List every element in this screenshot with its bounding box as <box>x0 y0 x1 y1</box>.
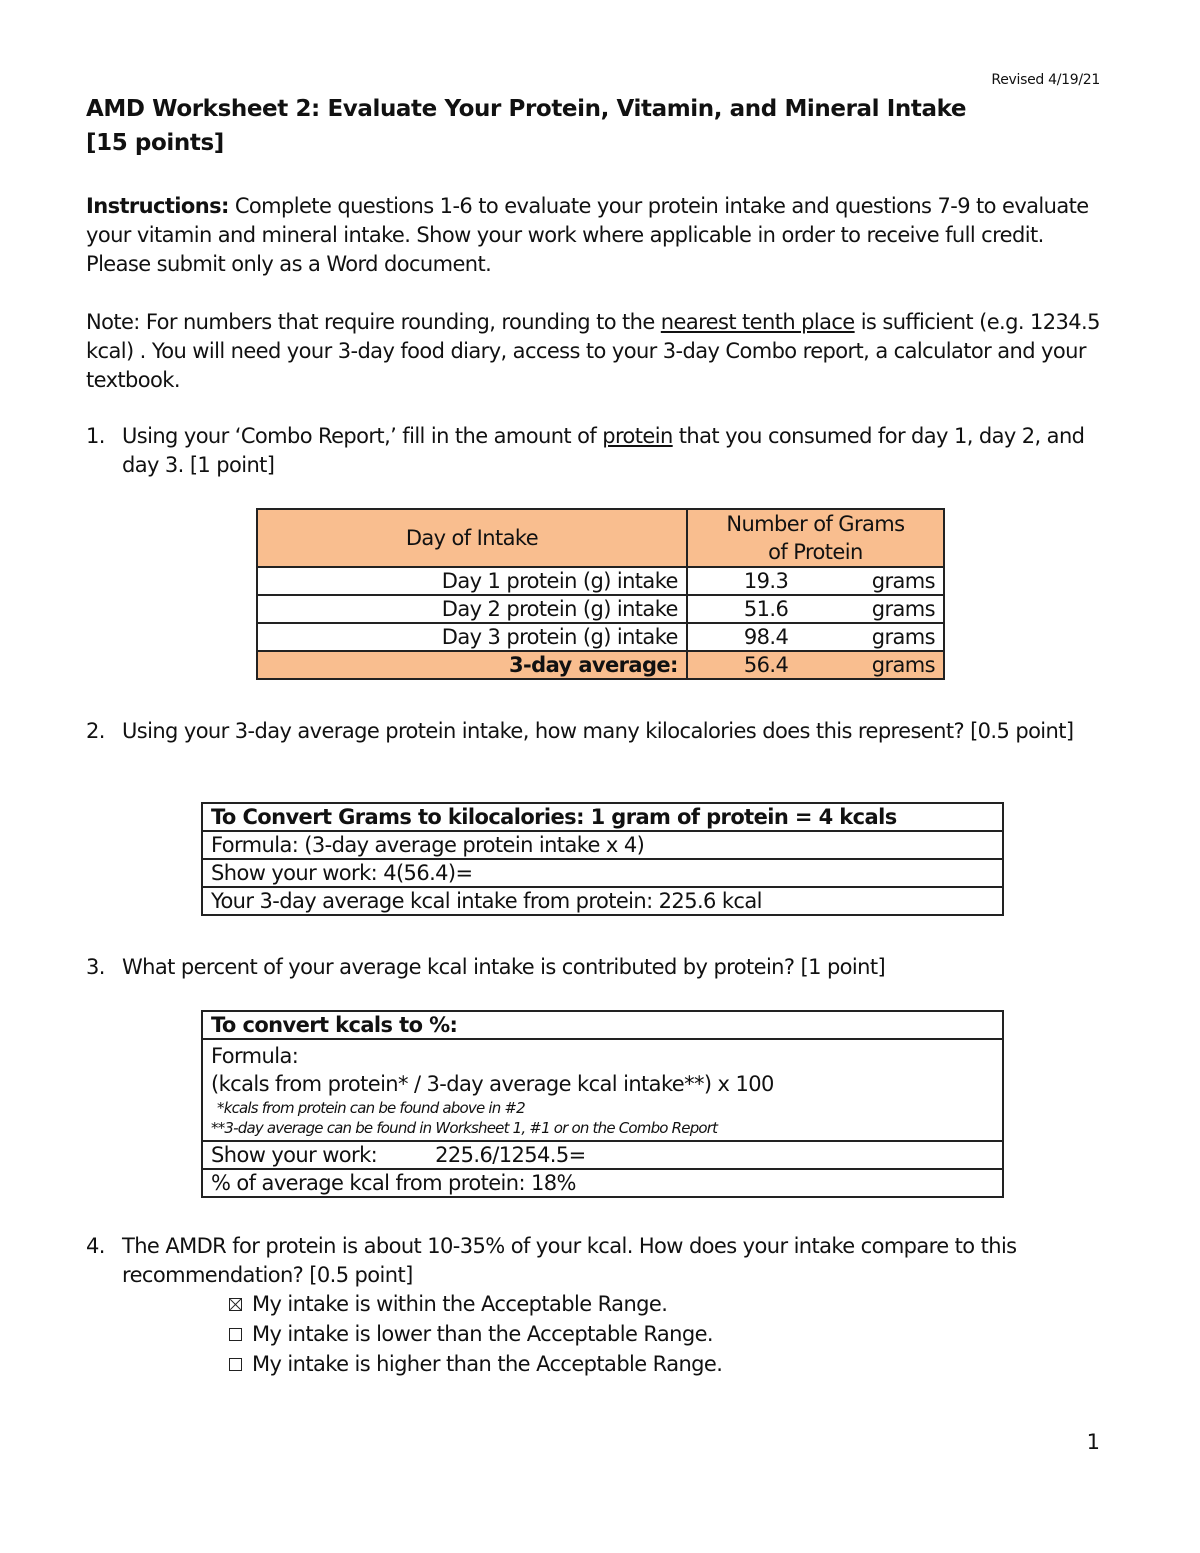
amdr-options <box>229 1289 722 1379</box>
option-label: My intake is higher than the Acceptable Range. <box>252 1352 723 1376</box>
row-label: Day 1 protein (g) intake <box>257 567 687 595</box>
question-text: Using your 3-day average protein intake, how many kilocalories does this represent? [0.5 point] <box>122 719 1074 743</box>
option-lower-range[interactable] <box>229 1319 722 1349</box>
kcal-conversion-box <box>201 802 1004 916</box>
instructions-text: Complete questions 1-6 to evaluate your protein intake and questions 7-9 to evaluate your vitamin and mineral intake. Show your work where applicable in order to receive full credit. Please submit only as a Word document. <box>86 194 1089 276</box>
option-label: My intake is within the Acceptable Range. <box>252 1292 668 1316</box>
work-field[interactable] <box>202 1141 1003 1169</box>
table-header-row <box>257 509 944 567</box>
average-value: 56.4 <box>743 653 789 677</box>
table-row <box>257 623 944 651</box>
average-label: 3-day average: <box>257 651 687 679</box>
work-value: 225.6/1254.5= <box>435 1143 586 1167</box>
percent-formula-cell <box>202 1039 1003 1141</box>
question-4 <box>86 1232 1106 1290</box>
note-paragraph <box>86 308 1106 395</box>
page-number: 1 <box>1086 1430 1100 1454</box>
row-label: Day 2 protein (g) intake <box>257 595 687 623</box>
row-unit: grams <box>871 625 935 649</box>
question-text: The AMDR for protein is about 10-35% of your kcal. How does your intake compare to this recommendation? [0.5 point] <box>122 1234 1017 1287</box>
protein-intake-table <box>256 508 945 680</box>
header-grams-line1: Number of Grams <box>726 512 905 536</box>
question-2 <box>86 717 1106 746</box>
work-field[interactable]: Show your work: 4(56.4)= <box>202 859 1003 887</box>
option-label: My intake is lower than the Acceptable Range. <box>252 1322 713 1346</box>
average-value-cell[interactable] <box>687 651 944 679</box>
question-number: 2. <box>86 719 105 743</box>
question-1 <box>86 422 1106 480</box>
footnote-2: **3-day average can be found in Worksheet 1, #1 or on the Combo Report <box>211 1119 718 1137</box>
q1-underlined: protein <box>602 424 673 448</box>
question-text: What percent of your average kcal intake is contributed by protein? [1 point] <box>122 955 886 979</box>
option-within-range[interactable] <box>229 1289 722 1319</box>
title-line-1: AMD Worksheet 2: Evaluate Your Protein, Vitamin, and Mineral Intake <box>86 96 967 122</box>
checkbox-empty-icon[interactable] <box>229 1358 242 1371</box>
row-unit: grams <box>871 597 935 621</box>
row-value: 98.4 <box>743 625 789 649</box>
row-label: Day 3 protein (g) intake <box>257 623 687 651</box>
row-value-cell[interactable] <box>687 567 944 595</box>
q1-text-after: that you consumed for day 1, day 2, and day 3. [1 point] <box>122 424 1085 477</box>
formula-label: Formula: <box>211 1044 299 1068</box>
revised-date: Revised 4/19/21 <box>991 72 1100 88</box>
note-underlined: nearest tenth place <box>660 310 855 334</box>
q1-text-before: Using your ‘Combo Report,’ fill in the amount of <box>122 424 603 448</box>
question-text <box>122 422 1106 480</box>
table-average-row <box>257 651 944 679</box>
table-row <box>257 595 944 623</box>
instructions-paragraph <box>86 192 1106 279</box>
note-text-after: is sufficient (e.g. 1234.5 kcal) . You will need your 3-day food diary, access to your 3-day Combo report, a calculator and your textbook. <box>86 310 1100 392</box>
average-unit: grams <box>871 653 935 677</box>
row-value-cell[interactable] <box>687 623 944 651</box>
header-grams-line2: of Protein <box>768 540 863 564</box>
header-day-of-intake: Day of Intake <box>257 509 687 567</box>
instructions-label: Instructions: <box>86 194 229 218</box>
checkbox-checked-icon[interactable] <box>229 1298 242 1311</box>
question-3 <box>86 953 1106 982</box>
conversion-formula: Formula: (3-day average protein intake x 4) <box>202 831 1003 859</box>
page-title <box>86 92 1116 160</box>
percent-conversion-box <box>201 1010 1004 1198</box>
question-number: 1. <box>86 424 105 448</box>
question-number: 4. <box>86 1234 105 1258</box>
row-value-cell[interactable] <box>687 595 944 623</box>
title-line-2: [15 points] <box>86 130 224 156</box>
option-higher-range[interactable] <box>229 1349 722 1379</box>
result-field[interactable]: % of average kcal from protein: 18% <box>202 1169 1003 1197</box>
formula-text: (kcals from protein* / 3-day average kcal intake**) x 100 <box>211 1072 774 1096</box>
footnote-1: *kcals from protein can be found above in #2 <box>217 1099 525 1117</box>
percent-heading: To convert kcals to %: <box>202 1011 1003 1039</box>
question-number: 3. <box>86 955 105 979</box>
conversion-heading: To Convert Grams to kilocalories: 1 gram of protein = 4 kcals <box>202 803 1003 831</box>
header-grams-protein <box>687 509 944 567</box>
checkbox-empty-icon[interactable] <box>229 1328 242 1341</box>
work-label: Show your work: <box>211 1143 378 1167</box>
note-text-before: Note: For numbers that require rounding, rounding to the <box>86 310 661 334</box>
result-field[interactable]: Your 3-day average kcal intake from protein: 225.6 kcal <box>202 887 1003 915</box>
table-row <box>257 567 944 595</box>
row-unit: grams <box>871 569 935 593</box>
row-value: 51.6 <box>743 597 789 621</box>
row-value: 19.3 <box>743 569 789 593</box>
